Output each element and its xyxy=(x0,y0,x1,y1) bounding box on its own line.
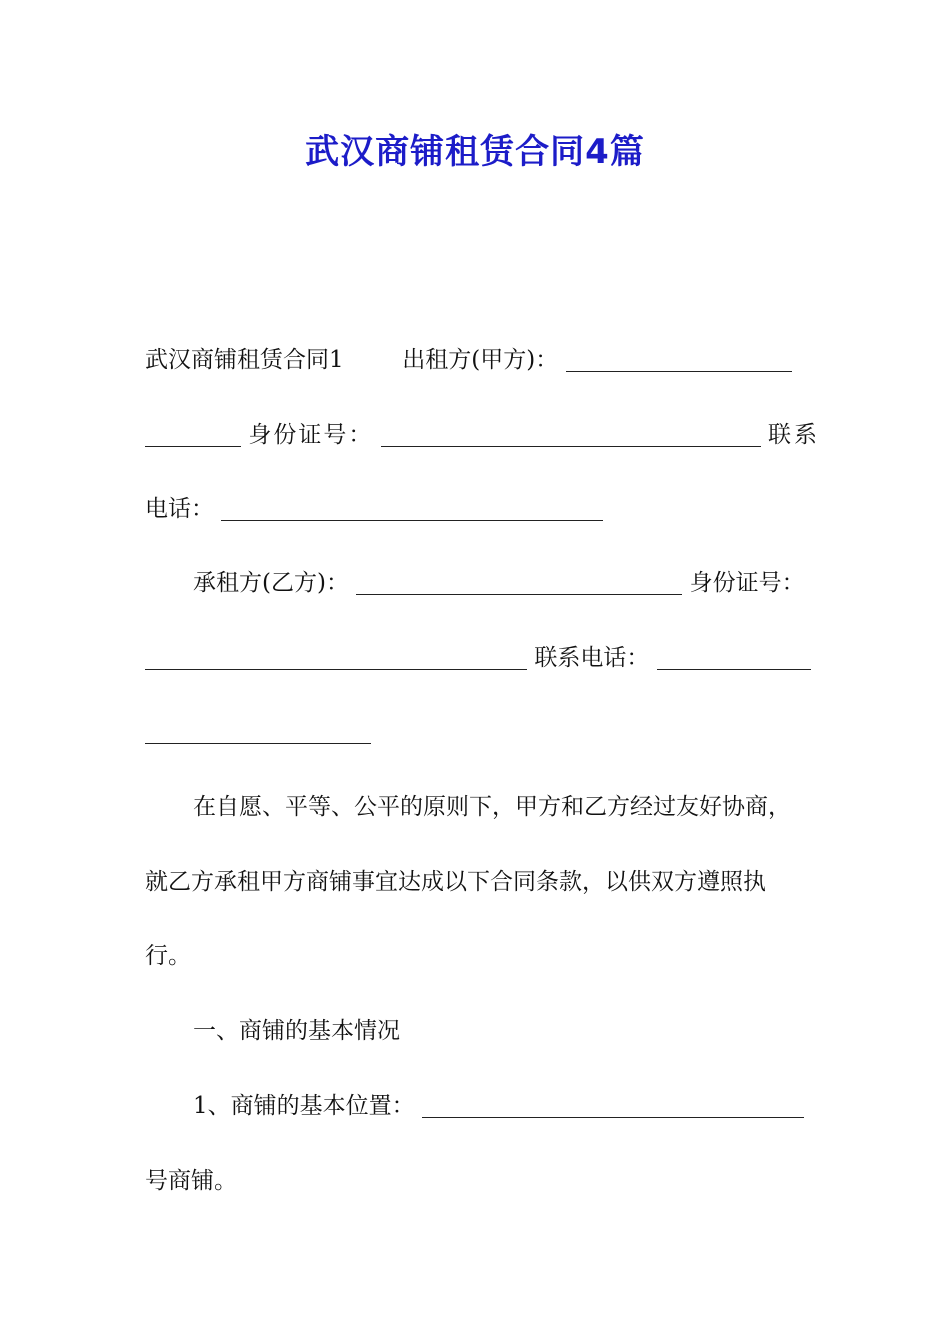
para1-line3: 行。 xyxy=(145,943,191,969)
lessee-name-blank[interactable] xyxy=(356,570,682,595)
line-lessor-phone xyxy=(145,494,603,524)
document-title: 武汉商铺租赁合同4篇 xyxy=(305,132,645,172)
line-lessor-id xyxy=(145,420,820,450)
item1-label: 1、商铺的基本位置： xyxy=(193,1093,415,1119)
location-blank[interactable] xyxy=(422,1093,804,1118)
lessor-label: 出租方(甲方)： xyxy=(402,347,559,373)
contact-label-lessor-b: 电话： xyxy=(145,496,214,522)
contract-heading: 武汉商铺租赁合同1 xyxy=(145,347,344,373)
id-label-lessor: 身份证号： xyxy=(248,422,374,448)
line-lessee xyxy=(193,568,805,598)
line-lessee-phone-cont xyxy=(145,717,371,747)
line-lessor xyxy=(145,345,792,375)
lessee-phone-blank[interactable] xyxy=(657,645,811,670)
lessee-id-blank[interactable] xyxy=(145,645,527,670)
id-label-lessee: 身份证号： xyxy=(689,570,805,596)
para1-line1: 在自愿、平等、公平的原则下，甲方和乙方经过友好协商， xyxy=(193,794,791,820)
line-item1 xyxy=(193,1091,804,1121)
contact-label-lessor-a: 联系 xyxy=(767,422,820,448)
section-heading-1: 一、商铺的基本情况 xyxy=(193,1018,400,1044)
lessor-name-blank[interactable] xyxy=(566,347,792,372)
contact-label-lessee: 联系电话： xyxy=(534,645,650,671)
lessor-phone-blank[interactable] xyxy=(221,496,603,521)
lessee-phone-blank-cont[interactable] xyxy=(145,719,371,744)
para1-line2: 就乙方承租甲方商铺事宜达成以下合同条款，以供双方遵照执 xyxy=(145,869,766,895)
item1-tail: 号商铺。 xyxy=(145,1168,237,1194)
lessee-label: 承租方(乙方)： xyxy=(193,570,349,596)
lessor-name-blank-cont[interactable] xyxy=(145,422,241,447)
lessor-id-blank[interactable] xyxy=(381,422,761,447)
line-lessee-id xyxy=(145,643,811,673)
